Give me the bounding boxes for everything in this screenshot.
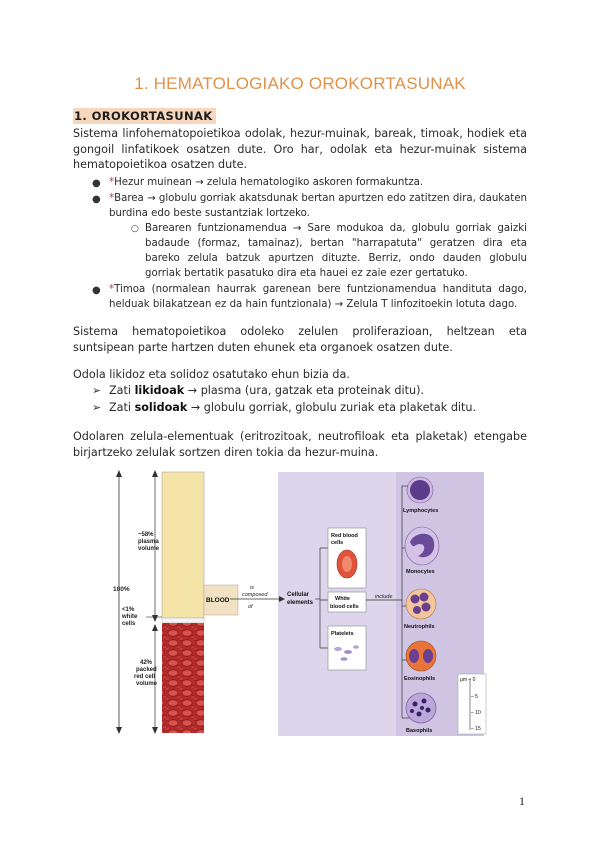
label-white: White	[335, 596, 350, 602]
bullet-icon: ●	[92, 285, 101, 296]
arrow-item-text: → globulu gorriak, globulu zuriak eta plaketak ditu.	[187, 401, 477, 414]
arrow-item-keyword: likidoak	[134, 384, 185, 397]
label-basophils: Basophils	[406, 728, 433, 734]
label-include: include	[375, 594, 393, 600]
label-red-blood-cells: cells	[331, 540, 344, 546]
bullet-icon: ●	[92, 194, 101, 205]
asterisk-mark: *	[109, 177, 115, 188]
label-plasma-volume: volume	[138, 546, 160, 552]
plasma-layer	[162, 472, 204, 618]
scale-label-5: – 5	[471, 694, 478, 700]
label-plasma-word: plasma	[138, 539, 159, 545]
asterisk-mark: *	[109, 193, 115, 204]
label-platelets: Platelets	[331, 631, 354, 637]
label-white-cells: cells	[122, 621, 136, 627]
label-red-percent: 42%	[140, 660, 153, 666]
label-red-packed: packed	[136, 667, 157, 673]
label-white-blood-cells: blood cells	[330, 604, 359, 610]
label-neutrophils: Neutrophils	[404, 624, 435, 630]
label-composed: composed	[242, 592, 268, 598]
arrow-item-solid	[109, 400, 527, 416]
blood-composition-figure	[110, 468, 490, 740]
circle-bullet-icon: ○	[131, 224, 139, 234]
bullet-text: Hezur muinean → zelula hematologiko askoren formakuntza.	[114, 177, 424, 188]
label-monocytes: Monocytes	[406, 569, 435, 575]
arrow-bullet-icon: ➢	[92, 401, 102, 414]
arrow-item-prefix: Zati	[109, 401, 135, 414]
label-lymphocytes: Lymphocytes	[403, 508, 439, 514]
micrometer-scale	[458, 674, 486, 734]
red-cell-layer	[162, 623, 204, 733]
paragraph-blood-tissue: Odola likidoz eta solidoz osatutako ehun bizia da.	[73, 368, 350, 381]
label-cellular: Cellular	[287, 592, 310, 598]
bullet-text: Barea → globulu gorriak akatsdunak bertan apurtzen edo zatitzen dira, daukaten burdina edo beste sustantziak lortzeko.	[109, 193, 527, 219]
label-plasma-percent: ~58%	[138, 532, 154, 538]
arrow-item-liquid	[109, 383, 527, 399]
label-white-word: white	[122, 614, 138, 620]
bullet-text: Timoa (normalean haurrak garenean bere funtzionamendua handituta dago, helduak bilakatzean ez da hain funtzionala) → Zelula T linfozitoekin lotuta dago.	[109, 284, 527, 310]
arrow-item-prefix: Zati	[109, 384, 135, 397]
label-blood: BLOOD	[206, 597, 230, 604]
bullet-item-bone-marrow	[109, 175, 527, 190]
label-100-percent: 100%	[113, 586, 130, 593]
label-red-cell: red cell	[134, 674, 156, 680]
arrow-item-keyword: solidoak	[134, 401, 188, 414]
label-elements: elements	[287, 600, 314, 606]
asterisk-mark: *	[109, 284, 115, 295]
intro-paragraph: Sistema linfohematopoietikoa odolak, hezur-muinak, bareak, timoak, hodiek eta gongoil linfatikoek osatzen dute. Oro har, odolak eta hezur-muinak sistema hematopoietikoa osatzen dute.	[73, 127, 527, 171]
scale-label-10: – 10	[471, 710, 481, 716]
arrow-bullet-icon: ➢	[92, 384, 102, 397]
white-cell-layer	[162, 618, 204, 623]
label-white-percent: <1%	[122, 607, 135, 613]
sub-bullet-spleen-function: Barearen funtzionamendua → Sare modukoa da, globulu gorriak gaizki badaude (formaz, tamainaz), bertan "harrapatuta" geratzen dira eta bareko zelula batzuk apurtzen dituzte. Berriz, ondo dauden globulu gorriak bertatik pasatuko dira eta hauei ez zaie ezer gertatuko.	[145, 223, 527, 279]
neutrophil-image	[406, 589, 436, 619]
arrow-item-text: → plasma (ura, gatzak eta proteinak ditu).	[184, 384, 424, 397]
label-eosinophils: Eosinophils	[404, 676, 436, 682]
label-red-volume: volume	[136, 681, 158, 687]
bullet-item-thymus	[109, 282, 527, 312]
page-number: 1	[519, 794, 525, 808]
label-is: is	[250, 585, 254, 591]
paragraph-bone-marrow: Odolaren zelula-elementuak (eritrozitoak, neutrofiloak eta plaketak) etengabe birjartzeko zelulak sortzen diren tokia da hezur-muina.	[73, 430, 527, 459]
bullet-item-spleen	[109, 191, 527, 221]
label-of: of	[248, 604, 253, 610]
label-red-blood: Red blood	[331, 533, 358, 539]
scale-label-15: – 15	[471, 726, 481, 732]
page-title: 1. HEMATOLOGIAKO OROKORTASUNAK	[134, 74, 466, 93]
scale-label-0: μm – 0	[460, 677, 476, 683]
paragraph-hematopoietic: Sistema hematopoietikoa odoleko zelulen proliferazioan, heltzean eta suntsipean parte hartzen duten ehunek eta organoek osatzen dute.	[73, 325, 527, 354]
bullet-icon: ●	[92, 178, 101, 189]
section-heading: 1. OROKORTASUNAK	[73, 108, 216, 124]
